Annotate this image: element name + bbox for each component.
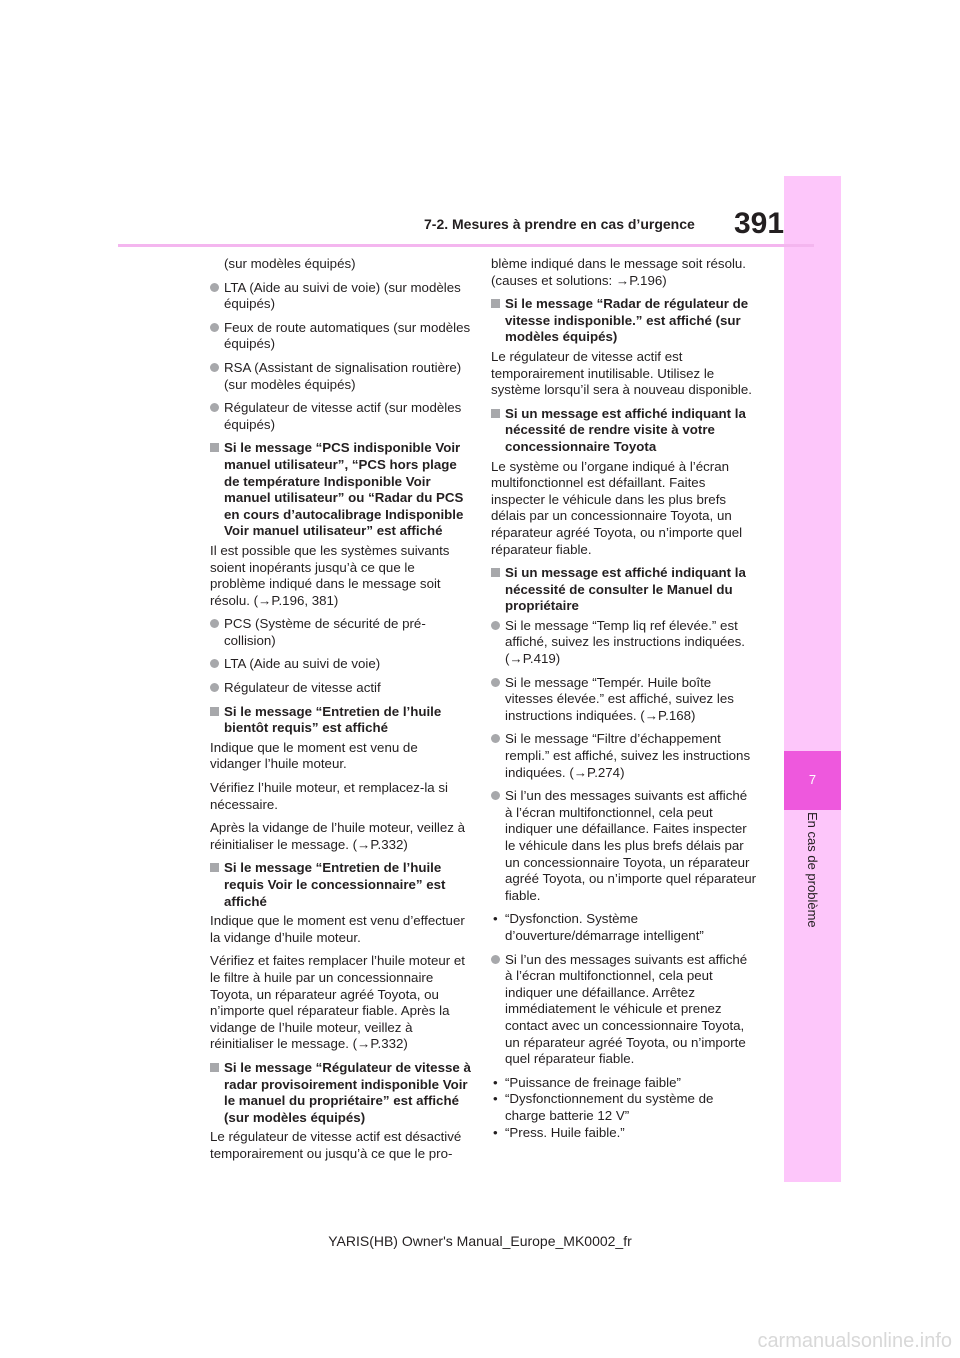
chapter-label: En cas de problème — [805, 812, 820, 928]
paragraph-text: blème indiqué dans le message soit résolu. (causes et solutions: →P.196) — [491, 256, 747, 288]
bullet-item — [210, 360, 472, 393]
bullet-text: Régulateur de vitesse actif — [224, 680, 381, 696]
bullet-item — [210, 656, 472, 673]
chapter-side-tab — [784, 176, 841, 1182]
body-paragraph — [210, 953, 472, 1053]
bullet-text: Si le message “Filtre d’échappement rempli.” est affiché, suivez les instructions indiquées. (→P.274) — [505, 731, 751, 780]
bullet-item — [491, 618, 757, 668]
bullet-text: Régulateur de vitesse actif (sur modèles équipés) — [224, 400, 462, 432]
dash-marker-icon: • — [493, 911, 498, 927]
message-heading — [210, 440, 472, 540]
bullet-text: LTA (Aide au suivi de voie) (sur modèles équipés) — [224, 279, 461, 312]
bullet-text: Si l’un des messages suivants est affiché à l’écran multifonctionnel, cela peut indiquer une défaillance. Faites inspecter le véhicule dans les plus brefs délais par un concessionnaire Toyota, un réparateur agréé Toyota, ou n’importe quel réparateur fiable. — [505, 788, 757, 903]
paragraph-text: Vérifiez l’huile moteur, et remplacez-la si nécessaire. — [210, 780, 448, 812]
bullet-dot-icon — [491, 734, 500, 743]
chapter-number: 7 — [808, 772, 817, 787]
paragraph-text: Indique que le moment est venu d’effectuer la vidange d’huile moteur. — [210, 913, 465, 945]
heading-text: Si le message “Radar de régulateur de vitesse indisponible.” est affiché (sur modèles équipés) — [505, 296, 749, 345]
message-heading — [210, 1060, 472, 1126]
bullet-text: Feux de route automatiques (sur modèles équipés) — [224, 319, 471, 352]
body-paragraph — [491, 459, 757, 559]
left-column — [210, 256, 472, 1170]
bullet-text: LTA (Aide au suivi de voie) — [224, 656, 381, 672]
dash-list-item — [491, 911, 757, 944]
bullet-text: RSA (Assistant de signalisation routière) (sur modèles équipés) — [224, 359, 462, 392]
bullet-dot-icon — [491, 791, 500, 800]
message-heading — [491, 406, 757, 456]
dash-text: “Dysfonctionnement du système de charge batterie 12 V” — [505, 1091, 714, 1123]
heading-text: Si un message est affiché indiquant la nécessité de consulter le Manuel du propriétaire — [505, 565, 746, 614]
paragraph-text: Après la vidange de l’huile moteur, veillez à réinitialiser le message. (→P.332) — [210, 820, 466, 852]
dash-text: “Dysfonction. Système d’ouverture/démarrage intelligent” — [505, 911, 704, 943]
bullet-dot-icon — [491, 621, 500, 630]
bullet-dot-icon — [210, 659, 219, 668]
bullet-item — [210, 616, 472, 649]
square-marker-icon — [210, 443, 219, 452]
paragraph-text: Le régulateur de vitesse actif est désactivé temporairement ou jusqu’à ce que le pro- — [210, 1129, 462, 1161]
bullet-dot-icon — [210, 323, 219, 332]
heading-text: Si le message “Entretien de l’huile requis Voir le concessionnaire” est affiché — [224, 860, 446, 909]
bullet-text: PCS (Système de sécurité de pré-collision) — [224, 616, 426, 648]
dash-text: “Press. Huile faible.” — [505, 1124, 625, 1140]
message-heading — [491, 565, 757, 615]
square-marker-icon — [491, 409, 500, 418]
header-rule — [118, 244, 814, 247]
square-marker-icon — [210, 1063, 219, 1072]
bullet-text: Si le message “Tempér. Huile boîte vitesses élevée.” est affiché, suivez les instructions indiquées. (→P.168) — [505, 674, 734, 723]
body-paragraph — [210, 780, 472, 813]
heading-text: Si le message “Entretien de l’huile bientôt requis” est affiché — [224, 703, 442, 736]
message-heading — [491, 296, 757, 346]
bullet-item — [210, 680, 472, 697]
dash-list-item — [491, 1075, 757, 1092]
bullet-text: Si l’un des messages suivants est affiché à l’écran multifonctionnel, cela peut indiquer une défaillance. Arrêtez immédiatement le véhicule et prenez contact avec un concessionnaire Toyota, un réparateur agréé Toyota, ou n’importe quel réparateur fiable. — [505, 951, 748, 1067]
bullet-dot-icon — [210, 363, 219, 372]
bullet-item — [210, 320, 472, 353]
heading-text: Si le message “PCS indisponible Voir manuel utilisateur”, “PCS hors plage de température Indisponible Voir manuel utilisateur” ou “Radar du PCS en cours d’autocalibrage Indisponible Voir manuel utilisateur” est affiché — [224, 440, 464, 539]
square-marker-icon — [210, 863, 219, 872]
message-heading — [210, 704, 472, 737]
dash-list-item — [491, 1125, 757, 1142]
bullet-dot-icon — [210, 403, 219, 412]
dash-marker-icon: • — [493, 1074, 498, 1090]
bullet-dot-icon — [210, 283, 219, 292]
body-paragraph — [491, 349, 757, 399]
paragraph-text: Il est possible que les systèmes suivants soient inopérants jusqu’à ce que le problème indiqué dans le message soit résolu. (→P.196, 381) — [210, 542, 450, 608]
dash-list-item — [491, 1091, 757, 1124]
bullet-item — [491, 675, 757, 725]
bullet-dot-icon — [210, 683, 219, 692]
bullet-item — [210, 400, 472, 433]
bullet-item — [491, 788, 757, 904]
body-paragraph — [210, 740, 472, 773]
message-heading — [210, 860, 472, 910]
square-marker-icon — [210, 707, 219, 716]
dash-marker-icon: • — [493, 1124, 498, 1140]
square-marker-icon — [491, 568, 500, 577]
dash-text: “Puissance de freinage faible” — [505, 1074, 681, 1090]
bullet-dot-icon — [210, 619, 219, 628]
body-paragraph — [210, 1129, 472, 1162]
body-paragraph — [210, 913, 472, 946]
bullet-dot-icon — [491, 955, 500, 964]
bullet-item — [491, 952, 757, 1068]
continued-text-content: (sur modèles équipés) — [224, 256, 356, 271]
paragraph-text: Indique que le moment est venu de vidanger l’huile moteur. — [210, 739, 418, 772]
manual-footer: YARIS(HB) Owner's Manual_Europe_MK0002_fr — [328, 1233, 632, 1249]
bullet-item — [210, 280, 472, 313]
body-paragraph — [210, 543, 472, 609]
body-paragraph — [210, 820, 472, 853]
bullet-item — [491, 731, 757, 781]
paragraph-text: Vérifiez et faites remplacer l’huile moteur et le filtre à huile par un concessionnaire Toyota, un réparateur agréé Toyota, ou n’importe quel réparateur fiable. Après la vidange de l’huile moteur, veillez à réinitialiser le message. (→P.332) — [210, 953, 465, 1052]
heading-text: Si le message “Régulateur de vitesse à radar provisoirement indisponible Voir le manuel du propriétaire” est affiché (sur modèles équipés) — [224, 1059, 471, 1125]
paragraph-text: Le régulateur de vitesse actif est temporairement inutilisable. Utilisez le système lorsqu’il sera à nouveau disponible. — [491, 348, 752, 398]
page-number: 391 — [734, 207, 785, 240]
continued-text — [224, 256, 472, 273]
dash-marker-icon: • — [493, 1091, 498, 1107]
square-marker-icon — [491, 299, 500, 308]
body-paragraph — [491, 256, 757, 289]
section-title: 7-2. Mesures à prendre en cas d’urgence — [424, 216, 695, 232]
site-watermark: carmanualsonline.info — [757, 1330, 952, 1352]
bullet-text: Si le message “Temp liq ref élevée.” est affiché, suivez les instructions indiquées. (→P.419) — [505, 617, 745, 667]
heading-text: Si un message est affiché indiquant la nécessité de rendre visite à votre concessionnaire Toyota — [505, 405, 746, 454]
right-column — [491, 256, 757, 1141]
paragraph-text: Le système ou l’organe indiqué à l’écran multifonctionnel est défaillant. Faites inspecter le véhicule dans les plus brefs délais par un concessionnaire Toyota, un réparateur agréé Toyota, ou n’importe quel réparateur fiable. — [491, 458, 743, 557]
bullet-dot-icon — [491, 678, 500, 687]
